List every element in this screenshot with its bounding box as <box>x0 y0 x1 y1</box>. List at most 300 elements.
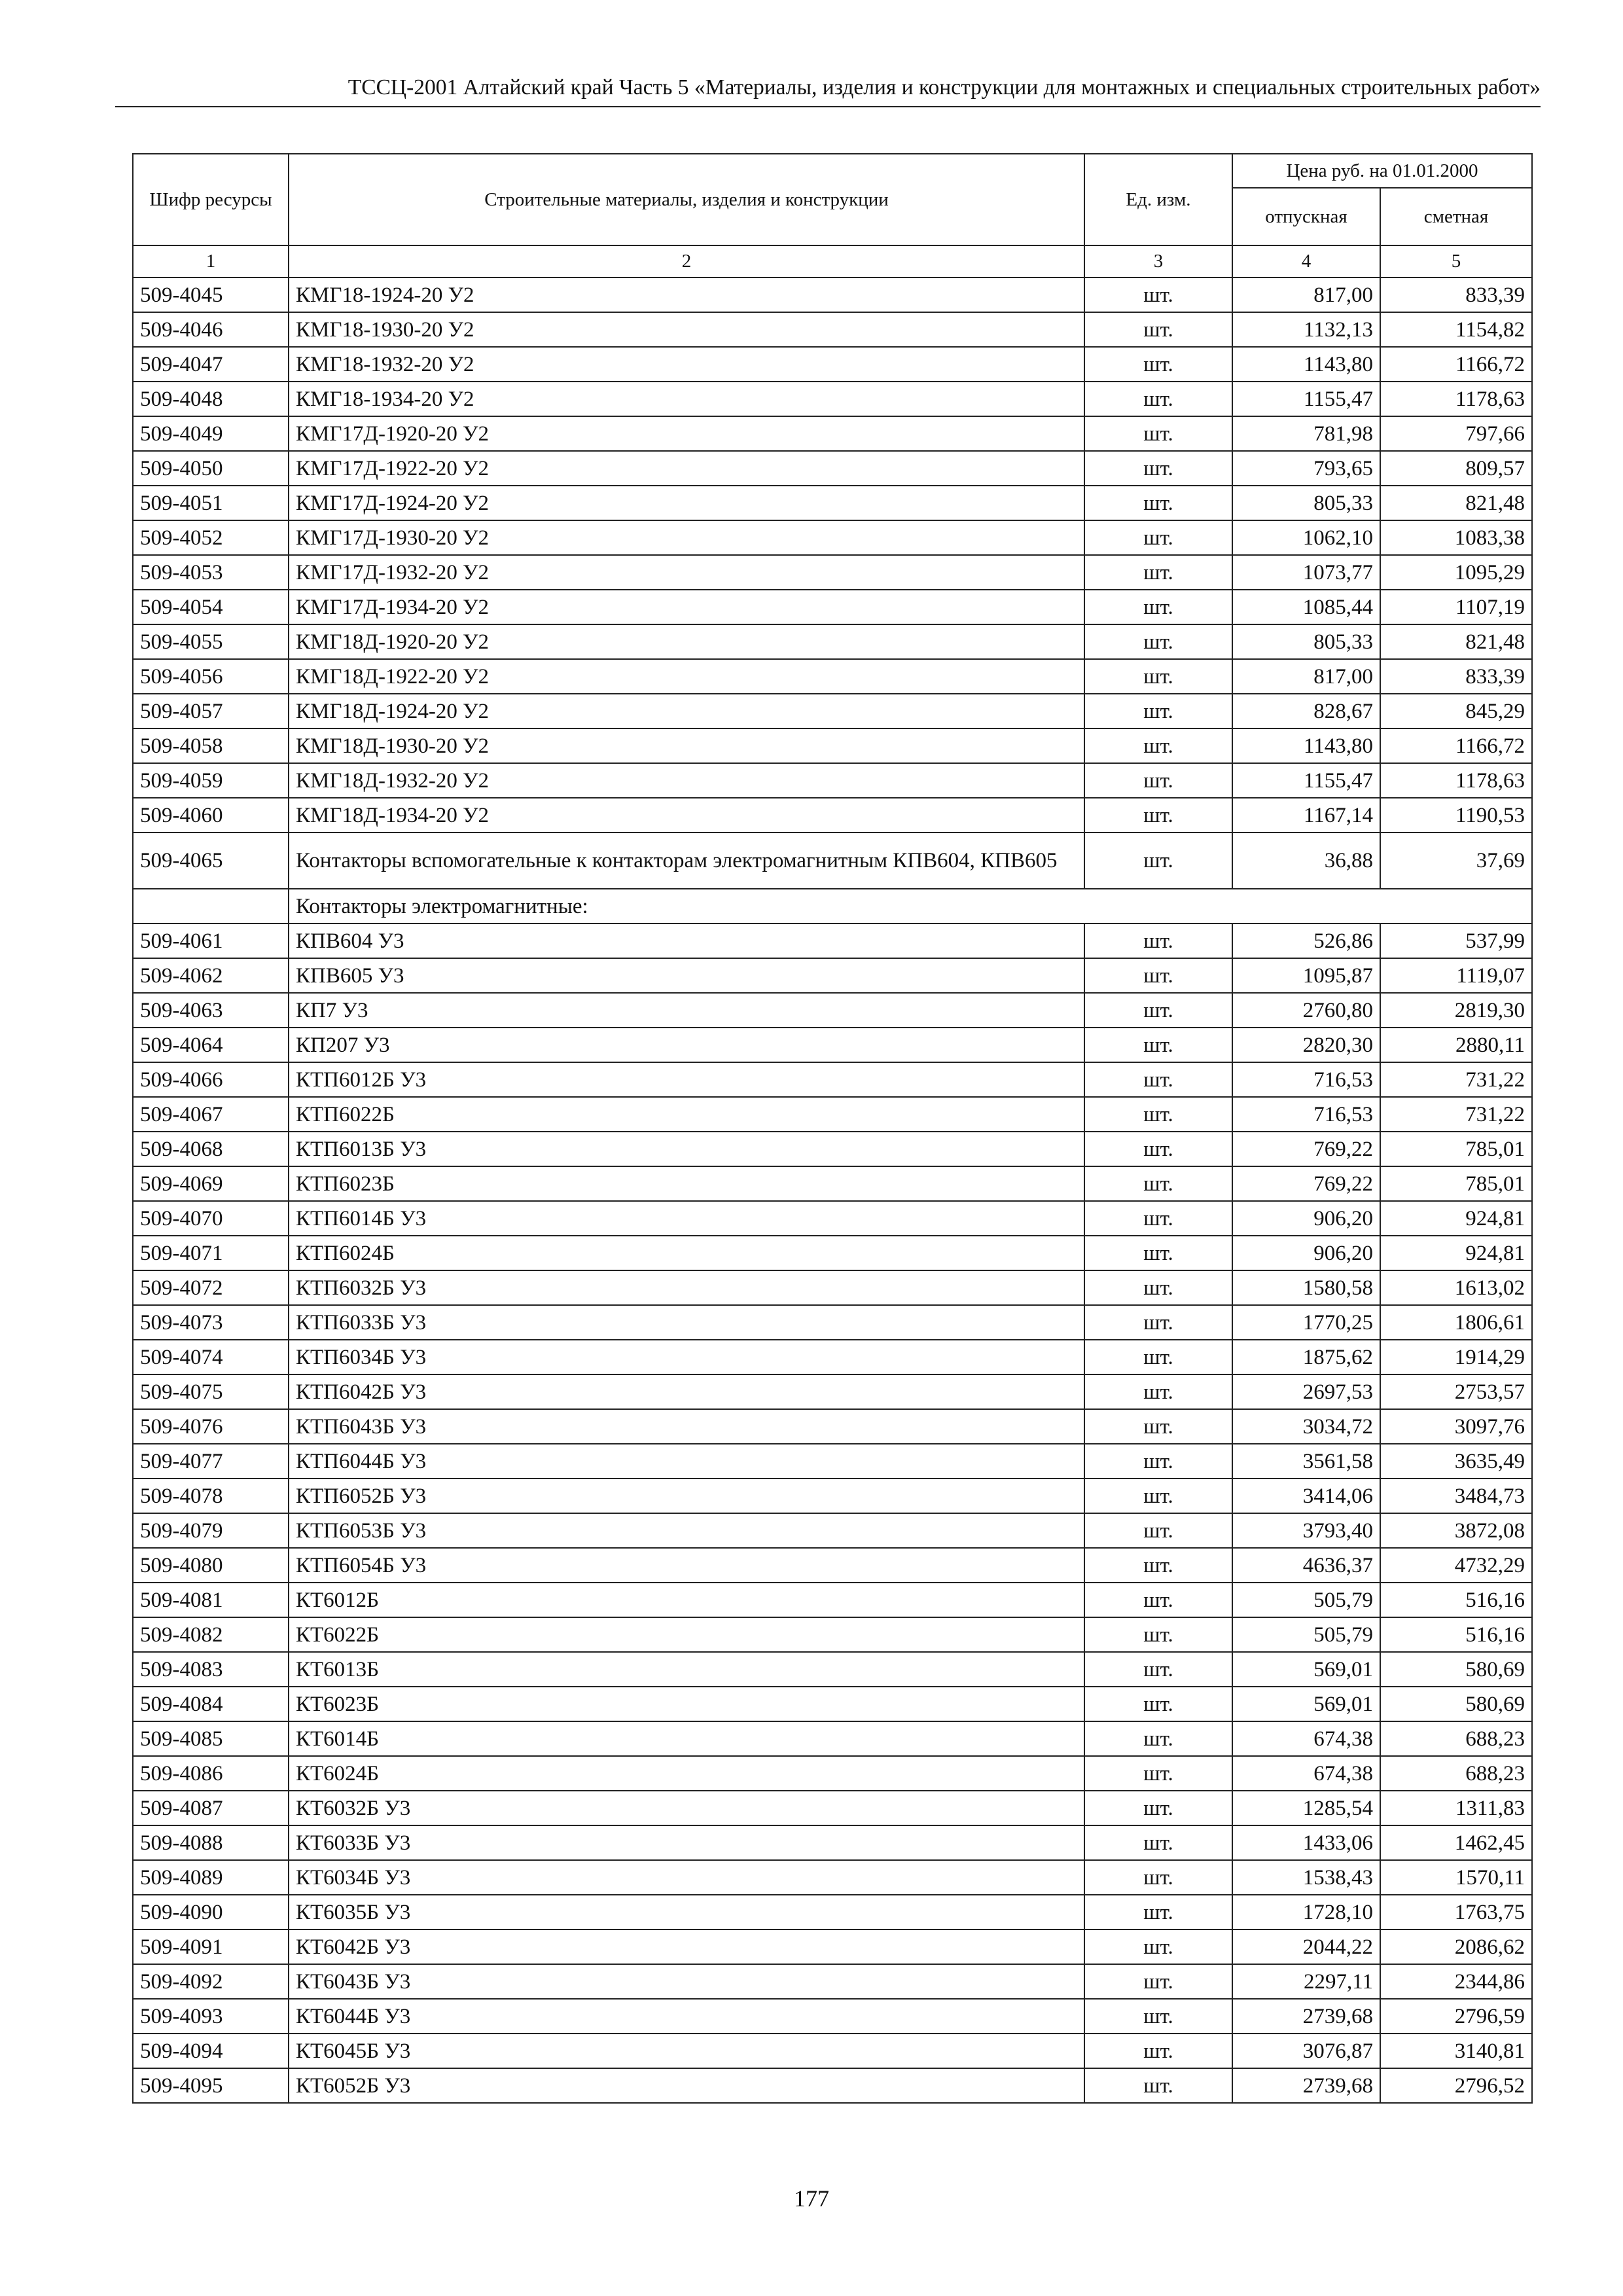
table-row <box>133 1513 1532 1548</box>
table-row <box>133 1687 1532 1721</box>
table-row <box>133 1756 1532 1791</box>
cell-release-price: 505,79 <box>1232 1617 1380 1652</box>
table-row <box>133 520 1532 555</box>
cell-name: КТП6013Б У3 <box>289 1132 1084 1166</box>
cell-code: 509-4051 <box>133 486 289 520</box>
cell-estimate-price: 797,66 <box>1380 416 1532 451</box>
cell-estimate-price: 785,01 <box>1380 1132 1532 1166</box>
table-row <box>133 1340 1532 1374</box>
cell-unit: шт. <box>1084 1097 1232 1132</box>
cell-name: КП207 У3 <box>289 1028 1084 1062</box>
cell-code: 509-4084 <box>133 1687 289 1721</box>
cell-name: КМГ17Д-1922-20 У2 <box>289 451 1084 486</box>
cell-estimate-price: 1154,82 <box>1380 312 1532 347</box>
cell-code: 509-4074 <box>133 1340 289 1374</box>
cell-estimate-price: 688,23 <box>1380 1756 1532 1791</box>
cell-code: 509-4068 <box>133 1132 289 1166</box>
cell-code: 509-4058 <box>133 728 289 763</box>
cell-estimate-price: 3140,81 <box>1380 2034 1532 2068</box>
cell-release-price: 1580,58 <box>1232 1270 1380 1305</box>
cell-unit: шт. <box>1084 2068 1232 2103</box>
cell-release-price: 793,65 <box>1232 451 1380 486</box>
cell-unit: шт. <box>1084 1305 1232 1340</box>
cell-release-price: 781,98 <box>1232 416 1380 451</box>
cell-estimate-price: 2880,11 <box>1380 1028 1532 1062</box>
cell-name: КП7 У3 <box>289 993 1084 1028</box>
cell-unit: шт. <box>1084 1791 1232 1825</box>
cell-name: КМГ17Д-1932-20 У2 <box>289 555 1084 590</box>
cell-estimate-price: 833,39 <box>1380 659 1532 694</box>
cell-unit: шт. <box>1084 1236 1232 1270</box>
cell-release-price: 2739,68 <box>1232 2068 1380 2103</box>
cell-name: КТ6024Б <box>289 1756 1084 1791</box>
cell-release-price: 2739,68 <box>1232 1999 1380 2034</box>
table-row <box>133 1895 1532 1929</box>
cell-code: 509-4069 <box>133 1166 289 1201</box>
cell-estimate-price: 1119,07 <box>1380 958 1532 993</box>
table-row <box>133 1166 1532 1201</box>
cell-estimate-price: 833,39 <box>1380 278 1532 312</box>
cell-unit: шт. <box>1084 1340 1232 1374</box>
rows-section-a <box>133 278 1532 833</box>
cell-release-price: 2820,30 <box>1232 1028 1380 1062</box>
cell-name: КМГ17Д-1930-20 У2 <box>289 520 1084 555</box>
cell-estimate-price: 1166,72 <box>1380 728 1532 763</box>
table-row <box>133 2068 1532 2103</box>
cell-estimate-price: 1190,53 <box>1380 798 1532 833</box>
cell-unit: шт. <box>1084 1895 1232 1929</box>
table-row <box>133 1409 1532 1444</box>
cell-name: КТП6052Б У3 <box>289 1479 1084 1513</box>
cell-unit: шт. <box>1084 347 1232 382</box>
table-row <box>133 1964 1532 1999</box>
cell-name: КМГ18-1930-20 У2 <box>289 312 1084 347</box>
table-row <box>133 958 1532 993</box>
table-head <box>133 154 1532 278</box>
cell-name: КТП6053Б У3 <box>289 1513 1084 1548</box>
cell-code: 509-4049 <box>133 416 289 451</box>
cell-release-price: 906,20 <box>1232 1236 1380 1270</box>
cell-estimate-price: 37,69 <box>1380 833 1532 889</box>
cell-estimate-price: 731,22 <box>1380 1062 1532 1097</box>
column-number: 1 <box>133 245 289 278</box>
cell-name: Контакторы вспомогательные к контакторам электромагнитным КПВ604, КПВ605 <box>289 833 1084 889</box>
table-row <box>133 1548 1532 1583</box>
cell-estimate-price: 2086,62 <box>1380 1929 1532 1964</box>
cell-unit: шт. <box>1084 694 1232 728</box>
cell-name: КТ6044Б У3 <box>289 1999 1084 2034</box>
table-row <box>133 1860 1532 1895</box>
table-row <box>133 278 1532 312</box>
table-row <box>133 590 1532 624</box>
cell-estimate-price: 1107,19 <box>1380 590 1532 624</box>
cell-code: 509-4092 <box>133 1964 289 1999</box>
cell-name: КТ6033Б У3 <box>289 1825 1084 1860</box>
cell-release-price: 1095,87 <box>1232 958 1380 993</box>
cell-release-price: 505,79 <box>1232 1583 1380 1617</box>
cell-release-price: 569,01 <box>1232 1652 1380 1687</box>
cell-name: КТП6024Б <box>289 1236 1084 1270</box>
group-title: Контакторы электромагнитные: <box>289 889 1532 924</box>
cell-release-price: 817,00 <box>1232 278 1380 312</box>
cell-release-price: 805,33 <box>1232 624 1380 659</box>
cell-code: 509-4046 <box>133 312 289 347</box>
cell-name: КТ6042Б У3 <box>289 1929 1084 1964</box>
cell-code: 509-4076 <box>133 1409 289 1444</box>
column-number: 3 <box>1084 245 1232 278</box>
page-number: 177 <box>794 2185 829 2212</box>
cell-name: КМГ18Д-1922-20 У2 <box>289 659 1084 694</box>
cell-estimate-price: 1095,29 <box>1380 555 1532 590</box>
cell-release-price: 1155,47 <box>1232 763 1380 798</box>
cell-code: 509-4080 <box>133 1548 289 1583</box>
cell-code: 509-4081 <box>133 1583 289 1617</box>
cell-unit: шт. <box>1084 1444 1232 1479</box>
cell-estimate-price: 1806,61 <box>1380 1305 1532 1340</box>
cell-unit: шт. <box>1084 958 1232 993</box>
cell-unit: шт. <box>1084 924 1232 958</box>
cell-unit: шт. <box>1084 993 1232 1028</box>
table-row <box>133 1444 1532 1479</box>
cell-release-price: 716,53 <box>1232 1097 1380 1132</box>
table-row <box>133 1583 1532 1617</box>
cell-release-price: 906,20 <box>1232 1201 1380 1236</box>
table-row <box>133 1929 1532 1964</box>
table-row <box>133 416 1532 451</box>
cell-name: КМГ18Д-1924-20 У2 <box>289 694 1084 728</box>
cell-name: КТ6012Б <box>289 1583 1084 1617</box>
cell-estimate-price: 2796,59 <box>1380 1999 1532 2034</box>
cell-release-price: 674,38 <box>1232 1756 1380 1791</box>
cell-code: 509-4078 <box>133 1479 289 1513</box>
cell-unit: шт. <box>1084 1270 1232 1305</box>
cell-name: КТ6023Б <box>289 1687 1084 1721</box>
cell-unit: шт. <box>1084 2034 1232 2068</box>
cell-name: КПВ605 У3 <box>289 958 1084 993</box>
cell-estimate-price: 1083,38 <box>1380 520 1532 555</box>
cell-code: 509-4061 <box>133 924 289 958</box>
cell-estimate-price: 1178,63 <box>1380 763 1532 798</box>
cell-code: 509-4063 <box>133 993 289 1028</box>
cell-code: 509-4070 <box>133 1201 289 1236</box>
cell-code: 509-4093 <box>133 1999 289 2034</box>
cell-code: 509-4087 <box>133 1791 289 1825</box>
cell-code: 509-4045 <box>133 278 289 312</box>
cell-estimate-price: 924,81 <box>1380 1236 1532 1270</box>
cell-release-price: 817,00 <box>1232 659 1380 694</box>
table-row <box>133 728 1532 763</box>
rows-section-aux <box>133 833 1532 924</box>
table-row <box>133 1201 1532 1236</box>
cell-name: КТ6045Б У3 <box>289 2034 1084 2068</box>
cell-name: КМГ17Д-1934-20 У2 <box>289 590 1084 624</box>
cell-name: КМГ18-1934-20 У2 <box>289 382 1084 416</box>
cell-estimate-price: 537,99 <box>1380 924 1532 958</box>
cell-code: 509-4062 <box>133 958 289 993</box>
cell-release-price: 1062,10 <box>1232 520 1380 555</box>
cell-estimate-price: 1178,63 <box>1380 382 1532 416</box>
cell-name: КТ6043Б У3 <box>289 1964 1084 1999</box>
cell-release-price: 805,33 <box>1232 486 1380 520</box>
cell-name: КТ6022Б <box>289 1617 1084 1652</box>
cell-release-price: 1132,13 <box>1232 312 1380 347</box>
price-table <box>132 153 1533 2104</box>
table-row <box>133 486 1532 520</box>
cell-estimate-price: 2796,52 <box>1380 2068 1532 2103</box>
cell-name: КТ6014Б <box>289 1721 1084 1756</box>
table-row <box>133 1062 1532 1097</box>
cell-estimate-price: 2819,30 <box>1380 993 1532 1028</box>
cell-name: КМГ17Д-1924-20 У2 <box>289 486 1084 520</box>
table-row <box>133 555 1532 590</box>
cell-release-price: 1770,25 <box>1232 1305 1380 1340</box>
cell-code: 509-4083 <box>133 1652 289 1687</box>
cell-name: КТП6054Б У3 <box>289 1548 1084 1583</box>
cell-code: 509-4059 <box>133 763 289 798</box>
cell-name: КТП6014Б У3 <box>289 1201 1084 1236</box>
table-row <box>133 659 1532 694</box>
cell-release-price: 4636,37 <box>1232 1548 1380 1583</box>
cell-code: 509-4066 <box>133 1062 289 1097</box>
cell-unit: шт. <box>1084 1479 1232 1513</box>
table-row <box>133 694 1532 728</box>
cell-code: 509-4088 <box>133 1825 289 1860</box>
cell-estimate-price: 688,23 <box>1380 1721 1532 1756</box>
cell-unit: шт. <box>1084 416 1232 451</box>
cell-estimate-price: 1914,29 <box>1380 1340 1532 1374</box>
running-header: ТССЦ-2001 Алтайский край Часть 5 «Материалы, изделия и конструкции для монтажных и специальных строительных работ» <box>348 75 1541 99</box>
table-row <box>133 382 1532 416</box>
cell-unit: шт. <box>1084 1929 1232 1964</box>
table-row <box>133 1028 1532 1062</box>
cell-unit: шт. <box>1084 1652 1232 1687</box>
col-header-unit: Ед. изм. <box>1084 154 1232 245</box>
table-row <box>133 1479 1532 1513</box>
table-row <box>133 2034 1532 2068</box>
cell-code: 509-4052 <box>133 520 289 555</box>
cell-name: КМГ18Д-1934-20 У2 <box>289 798 1084 833</box>
cell-name: КТП6023Б <box>289 1166 1084 1201</box>
cell-unit: шт. <box>1084 520 1232 555</box>
table-row <box>133 1617 1532 1652</box>
cell-unit: шт. <box>1084 798 1232 833</box>
cell-release-price: 2044,22 <box>1232 1929 1380 1964</box>
table-row <box>133 1652 1532 1687</box>
table-row <box>133 1825 1532 1860</box>
cell-code: 509-4085 <box>133 1721 289 1756</box>
cell-release-price: 1143,80 <box>1232 347 1380 382</box>
cell-estimate-price: 1570,11 <box>1380 1860 1532 1895</box>
cell-release-price: 1538,43 <box>1232 1860 1380 1895</box>
cell-name: КМГ18Д-1920-20 У2 <box>289 624 1084 659</box>
column-number-row <box>133 245 1532 278</box>
cell-unit: шт. <box>1084 1374 1232 1409</box>
cell-unit: шт. <box>1084 1409 1232 1444</box>
cell-unit: шт. <box>1084 451 1232 486</box>
table-row <box>133 1236 1532 1270</box>
cell-release-price: 674,38 <box>1232 1721 1380 1756</box>
cell-release-price: 1728,10 <box>1232 1895 1380 1929</box>
cell-release-price: 1073,77 <box>1232 555 1380 590</box>
cell-release-price: 526,86 <box>1232 924 1380 958</box>
table-row <box>133 312 1532 347</box>
table-row <box>133 1305 1532 1340</box>
cell-unit: шт. <box>1084 624 1232 659</box>
cell-code: 509-4091 <box>133 1929 289 1964</box>
cell-unit: шт. <box>1084 1166 1232 1201</box>
cell-release-price: 716,53 <box>1232 1062 1380 1097</box>
cell-name: КТП6033Б У3 <box>289 1305 1084 1340</box>
cell-release-price: 2697,53 <box>1232 1374 1380 1409</box>
cell-unit: шт. <box>1084 1617 1232 1652</box>
cell-unit: шт. <box>1084 1548 1232 1583</box>
column-number: 5 <box>1380 245 1532 278</box>
cell-name: КМГ18-1924-20 У2 <box>289 278 1084 312</box>
cell-code: 509-4055 <box>133 624 289 659</box>
table-row <box>133 798 1532 833</box>
cell-code: 509-4082 <box>133 1617 289 1652</box>
cell-name: КТП6034Б У3 <box>289 1340 1084 1374</box>
cell-release-price: 1155,47 <box>1232 382 1380 416</box>
cell-name: КТП6043Б У3 <box>289 1409 1084 1444</box>
cell-name: КТ6035Б У3 <box>289 1895 1084 1929</box>
cell-unit: шт. <box>1084 659 1232 694</box>
cell-unit: шт. <box>1084 590 1232 624</box>
cell-unit: шт. <box>1084 1964 1232 1999</box>
group-title-row <box>133 889 1532 924</box>
cell-name: КТП6044Б У3 <box>289 1444 1084 1479</box>
cell-name: КТП6042Б У3 <box>289 1374 1084 1409</box>
column-number: 2 <box>289 245 1084 278</box>
table-row <box>133 1374 1532 1409</box>
cell-unit: шт. <box>1084 833 1232 889</box>
cell-name: КТ6052Б У3 <box>289 2068 1084 2103</box>
cell-code: 509-4065 <box>133 833 289 889</box>
column-number: 4 <box>1232 245 1380 278</box>
cell-estimate-price: 1166,72 <box>1380 347 1532 382</box>
cell-release-price: 828,67 <box>1232 694 1380 728</box>
cell-code: 509-4071 <box>133 1236 289 1270</box>
cell-estimate-price: 924,81 <box>1380 1201 1532 1236</box>
cell-name: КТП6032Б У3 <box>289 1270 1084 1305</box>
cell-estimate-price: 516,16 <box>1380 1583 1532 1617</box>
table-row <box>133 347 1532 382</box>
cell-name: КТ6034Б У3 <box>289 1860 1084 1895</box>
cell-code: 509-4089 <box>133 1860 289 1895</box>
cell-unit: шт. <box>1084 1132 1232 1166</box>
cell-estimate-price: 3484,73 <box>1380 1479 1532 1513</box>
cell-name: КПВ604 У3 <box>289 924 1084 958</box>
table-row <box>133 924 1532 958</box>
cell-release-price: 3561,58 <box>1232 1444 1380 1479</box>
cell-estimate-price: 1613,02 <box>1380 1270 1532 1305</box>
cell-unit: шт. <box>1084 382 1232 416</box>
col-header-estimate-price: сметная <box>1380 188 1532 245</box>
cell-estimate-price: 2344,86 <box>1380 1964 1532 1999</box>
table-row <box>133 1721 1532 1756</box>
cell-unit: шт. <box>1084 728 1232 763</box>
cell-estimate-price: 516,16 <box>1380 1617 1532 1652</box>
cell-unit: шт. <box>1084 1860 1232 1895</box>
cell-release-price: 36,88 <box>1232 833 1380 889</box>
cell-name: КМГ17Д-1920-20 У2 <box>289 416 1084 451</box>
table-row <box>133 763 1532 798</box>
cell-release-price: 769,22 <box>1232 1166 1380 1201</box>
cell-name: КМГ18Д-1930-20 У2 <box>289 728 1084 763</box>
cell-release-price: 1085,44 <box>1232 590 1380 624</box>
cell-estimate-price: 785,01 <box>1380 1166 1532 1201</box>
rows-section-b <box>133 924 1532 2103</box>
cell-estimate-price: 731,22 <box>1380 1097 1532 1132</box>
col-header-code: Шифр ресурсы <box>133 154 289 245</box>
cell-release-price: 1167,14 <box>1232 798 1380 833</box>
cell-estimate-price: 3635,49 <box>1380 1444 1532 1479</box>
cell-estimate-price: 1462,45 <box>1380 1825 1532 1860</box>
cell-estimate-price: 1311,83 <box>1380 1791 1532 1825</box>
cell-release-price: 769,22 <box>1232 1132 1380 1166</box>
cell-release-price: 3034,72 <box>1232 1409 1380 1444</box>
cell-release-price: 2297,11 <box>1232 1964 1380 1999</box>
cell-release-price: 3076,87 <box>1232 2034 1380 2068</box>
cell-code: 509-4077 <box>133 1444 289 1479</box>
cell-estimate-price: 4732,29 <box>1380 1548 1532 1583</box>
cell-estimate-price: 2753,57 <box>1380 1374 1532 1409</box>
cell-name: КТП6012Б У3 <box>289 1062 1084 1097</box>
cell-estimate-price: 821,48 <box>1380 486 1532 520</box>
cell-code: 509-4064 <box>133 1028 289 1062</box>
cell-release-price: 3793,40 <box>1232 1513 1380 1548</box>
cell-code: 509-4090 <box>133 1895 289 1929</box>
cell-unit: шт. <box>1084 1999 1232 2034</box>
cell-unit: шт. <box>1084 278 1232 312</box>
cell-name: КТ6032Б У3 <box>289 1791 1084 1825</box>
cell-code: 509-4079 <box>133 1513 289 1548</box>
table-row <box>133 1999 1532 2034</box>
table-row <box>133 993 1532 1028</box>
cell-code: 509-4047 <box>133 347 289 382</box>
cell-code: 509-4086 <box>133 1756 289 1791</box>
cell-release-price: 1433,06 <box>1232 1825 1380 1860</box>
cell-unit: шт. <box>1084 1201 1232 1236</box>
cell-estimate-price: 3872,08 <box>1380 1513 1532 1548</box>
cell-unit: шт. <box>1084 1028 1232 1062</box>
cell-estimate-price: 821,48 <box>1380 624 1532 659</box>
cell-release-price: 1143,80 <box>1232 728 1380 763</box>
cell-unit: шт. <box>1084 1583 1232 1617</box>
cell-unit: шт. <box>1084 763 1232 798</box>
cell-estimate-price: 809,57 <box>1380 451 1532 486</box>
cell-code: 509-4054 <box>133 590 289 624</box>
cell-estimate-price: 580,69 <box>1380 1652 1532 1687</box>
cell-code: 509-4095 <box>133 2068 289 2103</box>
header-rule <box>115 106 1541 107</box>
table-row <box>133 624 1532 659</box>
cell-estimate-price: 1763,75 <box>1380 1895 1532 1929</box>
cell-release-price: 2760,80 <box>1232 993 1380 1028</box>
cell-code: 509-4073 <box>133 1305 289 1340</box>
cell-code: 509-4072 <box>133 1270 289 1305</box>
cell-code: 509-4056 <box>133 659 289 694</box>
cell-name: КМГ18Д-1932-20 У2 <box>289 763 1084 798</box>
cell-unit: шт. <box>1084 312 1232 347</box>
cell-code: 509-4048 <box>133 382 289 416</box>
cell-code: 509-4060 <box>133 798 289 833</box>
cell-unit: шт. <box>1084 555 1232 590</box>
cell-unit: шт. <box>1084 1721 1232 1756</box>
cell-release-price: 1875,62 <box>1232 1340 1380 1374</box>
cell-code: 509-4057 <box>133 694 289 728</box>
cell-name: КТП6022Б <box>289 1097 1084 1132</box>
